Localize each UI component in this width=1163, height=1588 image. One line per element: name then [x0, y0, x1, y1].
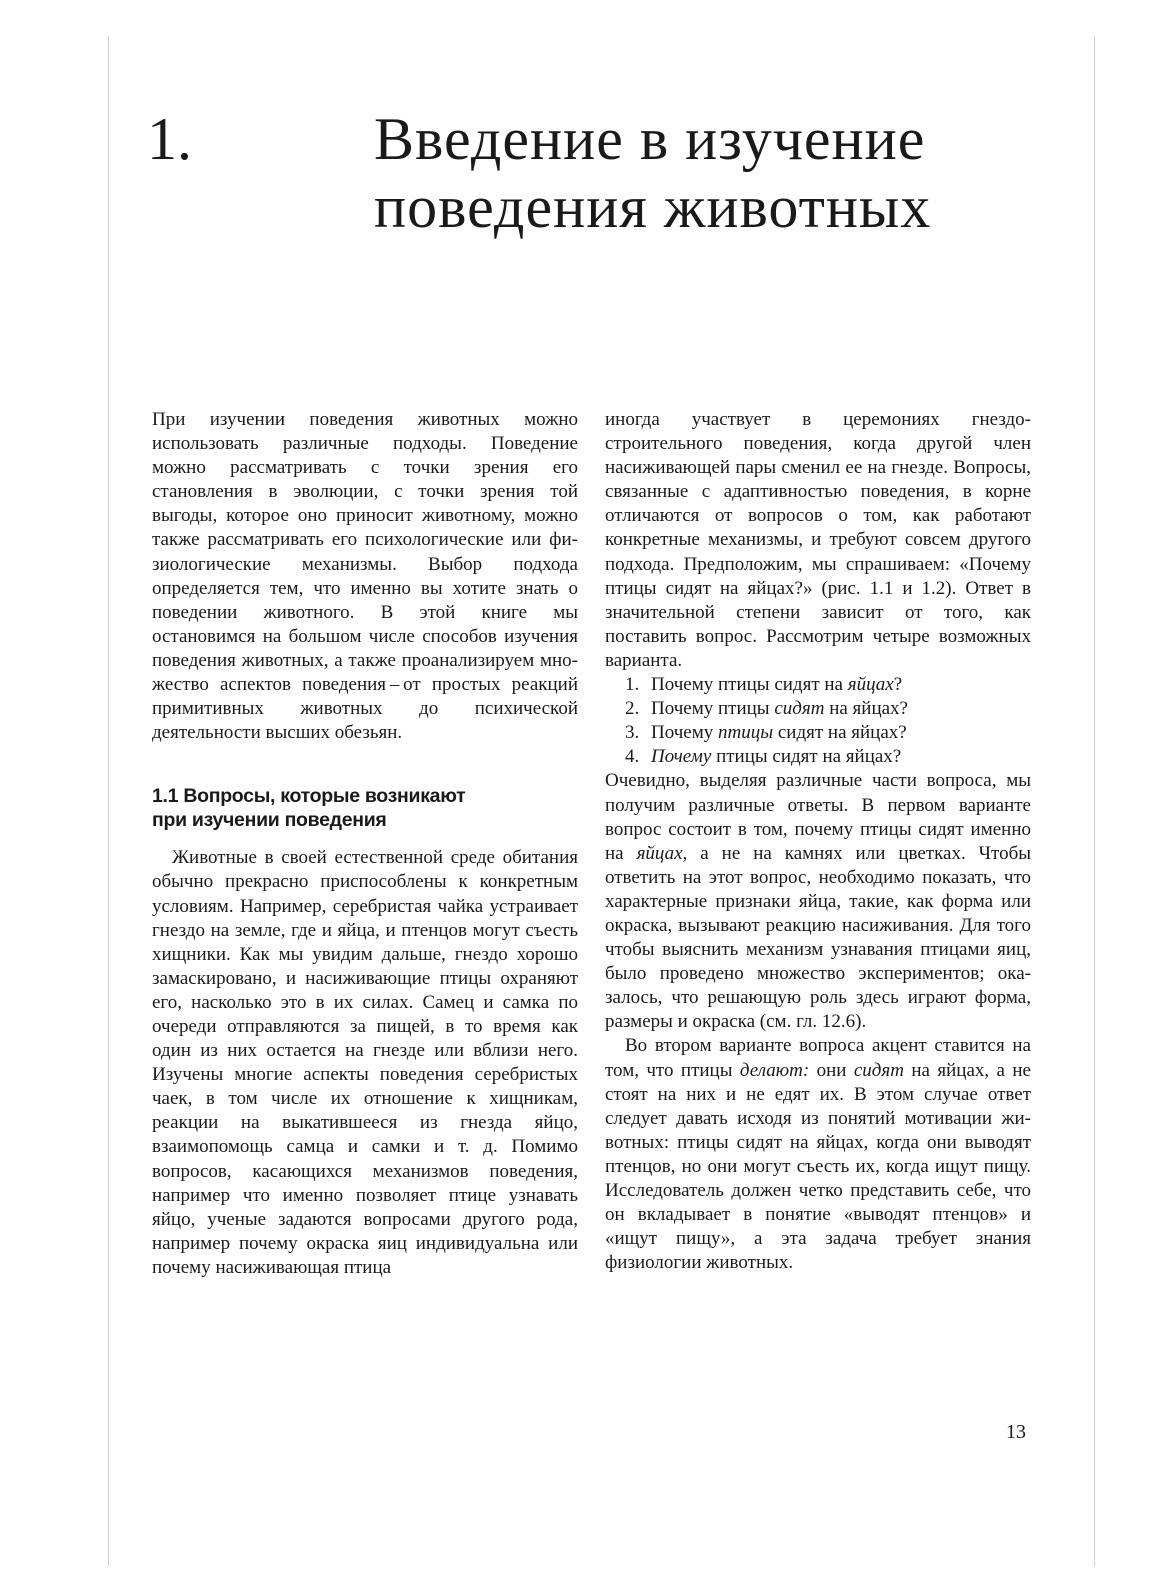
question-item: 1. Почему птицы сидят на яйцах? — [625, 674, 903, 696]
section-heading-line2: при изучении поведения — [152, 809, 387, 832]
left-column — [152, 408, 578, 1280]
page-number: 13 — [1006, 1421, 1026, 1443]
section-heading-line1: 1.1 Вопросы, которые возникают — [152, 785, 466, 808]
chapter-title-line2: поведения животных — [374, 174, 932, 240]
page-edge-right — [1094, 36, 1095, 1566]
chapter-title-line1: Введение в изучение — [374, 106, 926, 172]
intro-paragraph: При изучении поведения животных можно использовать различные подходы. Поведение можно рассматривать с точки зрения его становления в эволюции, с точки зрения той выгоды, которое оно приносит животному, можно также рассматривать его психологические или физиологические механизмы. Выбор подхода определяется тем, что именно вы хотите знать о поведении животного. В этой книге мы остановимся на большом числе способов изучения поведения животных, а также проанализируем множество аспектов поведения – от простых реакций примитивных животных до психической деятельности высших обезьян. — [152, 409, 578, 744]
section-heading — [152, 784, 578, 832]
chapter-title — [374, 105, 1054, 241]
question-list — [605, 673, 1031, 769]
continuation-paragraph: иногда участвует в церемониях гнездостроительного поведения, когда другой член насиживающей пары сменил ее на гнезде. Вопросы, связанные с адаптивностью поведения, в корне отличаются от вопросов о том, как работают конкретные механизмы, и требуют совсем другого подхода. Предположим, мы спрашиваем: «Почему птицы сидят на яйцах?» (рис. 1.1 и 1.2). Ответ в значительной степени зависит от того, как поставить вопрос. Рассмотрим четыре возможных варианта. — [605, 409, 1031, 671]
answer-paragraph-1: Очевидно, выделяя различные части вопроса, мы получим различные ответы. В первом варианте вопрос состоит в том, почему птицы сидят именно на яйцах, а не на камнях или цветках. Чтобы ответить на этот вопрос, необходимо показать, что характерные признаки яйца, такие, как форма или окраска, вызывают реакцию насиживания. Для того чтобы выяснить механизм узнавания птицами яиц, было проведено множество экспериментов; оказалось, что решающую роль здесь играют форма, размеры и окраска (см. гл. 12.6). — [605, 770, 1031, 1033]
question-item: 2. Почему птицы сидят на яйцах? — [625, 698, 908, 720]
chapter-number: 1. — [147, 106, 192, 172]
answer-paragraph-2: Во втором варианте вопроса акцент ставится на том, что птицы делают: они сидят на яйцах, а не стоят на них и не едят их. В этом случае ответ следует давать исходя из понятий мотивации животных: птицы сидят на яйцах, когда они выводят птенцов, но они могут съесть их, когда ищут пищу. Исследователь должен четко представить себе, что он вкладывает в понятие «выводят птенцов» и «ищут пищу», а эта задача требует знания физиологии животных. — [605, 1035, 1031, 1274]
right-column — [605, 408, 1031, 1275]
page-edge-left — [108, 36, 109, 1566]
question-item: 3. Почему птицы сидят на яйцах? — [625, 722, 907, 744]
section-paragraph: Животные в своей естественной среде обитания обычно прекрасно приспособлены к конкретным условиям. Например, серебристая чайка устраивает гнездо на земле, где и яйца, и птенцов могут съесть хищники. Как мы увидим дальше, гнездо хорошо замаскировано, и насиживающие птицы охраняют его, насколько это в их силах. Самец и самка по очереди отправляются за пищей, в то время как один из них остается на гнезде или вблизи него. Изучены многие аспекты поведения серебристых чаек, в том числе их отношение к хищникам, реакции на выкатившееся из гнезда яйцо, взаимопомощь самца и самки и т. д. Помимо вопросов, касающихся механизмов поведения, например что именно позволяет птице узнавать яйцо, ученые задаются вопросами другого рода, например почему окраска яиц индивидуальна или почему насиживающая птица — [152, 847, 578, 1278]
question-item: 4. Почему птицы сидят на яйцах? — [625, 746, 902, 768]
